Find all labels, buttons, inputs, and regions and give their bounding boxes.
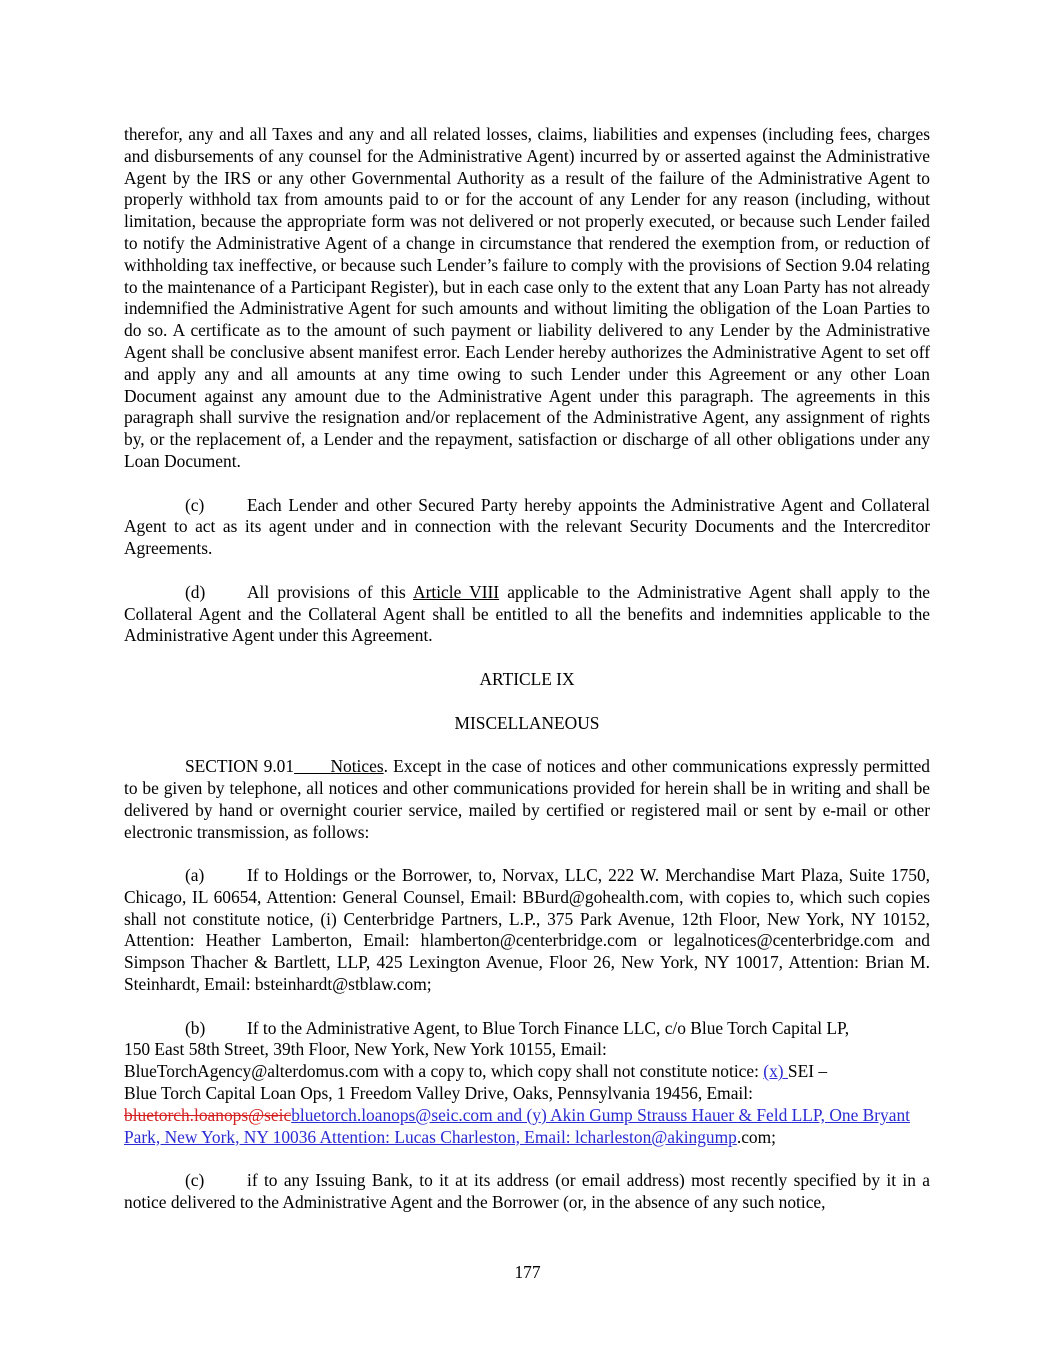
inserted-text: bluetorch.loanops@seic.com and (y) Akin Gump Strauss Hauer & Feld LLP, One Bryant Park, New York, NY 10036 Attention: Lucas Charleston, Email: lcharleston@akingump xyxy=(124,1104,910,1147)
paragraph-c-label: (c) xyxy=(185,494,205,515)
page-number: 177 xyxy=(514,1262,541,1282)
section-9-01 xyxy=(124,756,930,843)
article-viii-reference[interactable]: Article VIII xyxy=(413,581,500,602)
notice-b-line3-after: SEI – xyxy=(787,1061,828,1082)
notice-b-line4: Blue Torch Capital Loan Ops, 1 Freedom Valley Drive, Oaks, Pennsylvania 19456, Email: xyxy=(124,1083,753,1104)
article-number: ARTICLE IX xyxy=(479,668,575,689)
article-title: MISCELLANEOUS xyxy=(454,712,600,733)
notice-b-label: (b) xyxy=(185,1017,206,1038)
section-text: . Except in the case of notices and other communications expressly permitted to be given by telephone, all notices and other communications provided for herein shall be in writing and shall be delivered by hand or overnight courier service, mailed by certified or registered mail or sent by e-mail or other electronic transmission, as follows: xyxy=(124,756,930,842)
notice-b xyxy=(124,1018,930,1149)
inserted-x: (x) xyxy=(763,1061,788,1082)
paragraph-d-text-before: All provisions of this xyxy=(247,581,414,602)
notice-b-line3: BlueTorchAgency@alterdomus.com with a copy to, which copy shall not constitute notice: xyxy=(124,1061,764,1082)
notice-a-text: If to Holdings or the Borrower, to, Norvax, LLC, 222 W. Merchandise Mart Plaza, Suite 1750, Chicago, IL 60654, Attention: General Counsel, Email: BBurd@gohealth.com, with copies to, which such copies shall not constitute notice, (i) Centerbridge Partners, L.P., 375 Park Avenue, 12th Floor, New York, NY 10152, Attention: Heather Lamberton, Email: hlamberton@centerbridge.com or legalnotices@centerbridge.com and Simpson Thacher & Bartlett, LLP, 425 Lexington Avenue, Floor 26, New York, NY 10017, Attention: Brian M. Steinhardt, Email: bsteinhardt@stblaw.com; xyxy=(124,865,930,995)
notice-b-tail: .com; xyxy=(736,1126,776,1147)
notice-c-label: (c) xyxy=(185,1170,205,1191)
paragraph-c-text: Each Lender and other Secured Party hereby appoints the Administrative Agent and Collateral Agent to act as its agent under and in connection with the relevant Security Documents and the Intercreditor Agreements. xyxy=(124,494,930,559)
notice-a xyxy=(124,865,930,996)
notice-a-label: (a) xyxy=(185,865,205,886)
notice-b-line2: 150 East 58th Street, 39th Floor, New York, New York 10155, Email: xyxy=(124,1039,607,1060)
notice-b-line1: If to the Administrative Agent, to Blue Torch Finance LLC, c/o Blue Torch Capital LP, xyxy=(247,1017,850,1038)
paragraph-d-text-after: applicable to the Administrative Agent shall apply to the Collateral Agent and the Collateral Agent shall be entitled to all the benefits and indemnities applicable to the Administrative Agent under this Agreement. xyxy=(124,581,930,646)
section-heading: Notices xyxy=(330,756,384,777)
section-number: SECTION 9.01 xyxy=(185,756,295,777)
notice-c xyxy=(124,1170,930,1214)
paragraph-d-label: (d) xyxy=(185,581,206,602)
document-page xyxy=(124,124,930,1214)
notice-c-text: if to any Issuing Bank, to it at its address (or email address) most recently specified by it in a notice delivered to the Administrative Agent and the Borrower (or, in the absence of any such notice, xyxy=(124,1170,930,1213)
deleted-text: bluetorch.loanops@seic xyxy=(124,1104,292,1125)
continuation-paragraph: therefor, any and all Taxes and any and all related losses, claims, liabilities and expenses (including fees, charges and disbursements of any counsel for the Administrative Agent) incurred by or asserted against the Administrative Agent by the IRS or any other Governmental Authority as a result of the failure of the Administrative Agent to properly withhold tax from amounts paid to or for the account of any Lender for any reason (including, without limitation, because the appropriate form was not delivered or not properly executed, or because such Lender failed to notify the Administrative Agent of a change in circumstance that rendered the exemption from, or reduction of withholding tax ineffective, or because such Lender’s failure to comply with the provisions of Section 9.04 relating to the maintenance of a Participant Register), but in each case only to the extent that any Loan Party has not already indemnified the Administrative Agent for such amounts and without limiting the obligation of the Loan Parties to do so. A certificate as to the amount of such payment or liability delivered to any Lender by the Administrative Agent shall be conclusive absent manifest error. Each Lender hereby authorizes the Administrative Agent to set off and apply any and all amounts at any time owing to such Lender under this Agreement or any other Loan Document against any amount due to the Administrative Agent under this paragraph. The agreements in this paragraph shall survive the resignation and/or replacement of the Administrative Agent, any assignment of rights by, or the replacement of, a Lender and the repayment, satisfaction or discharge of all other obligations under any Loan Document. xyxy=(124,124,930,471)
paragraph-c xyxy=(124,495,930,560)
paragraph-d xyxy=(124,582,930,647)
